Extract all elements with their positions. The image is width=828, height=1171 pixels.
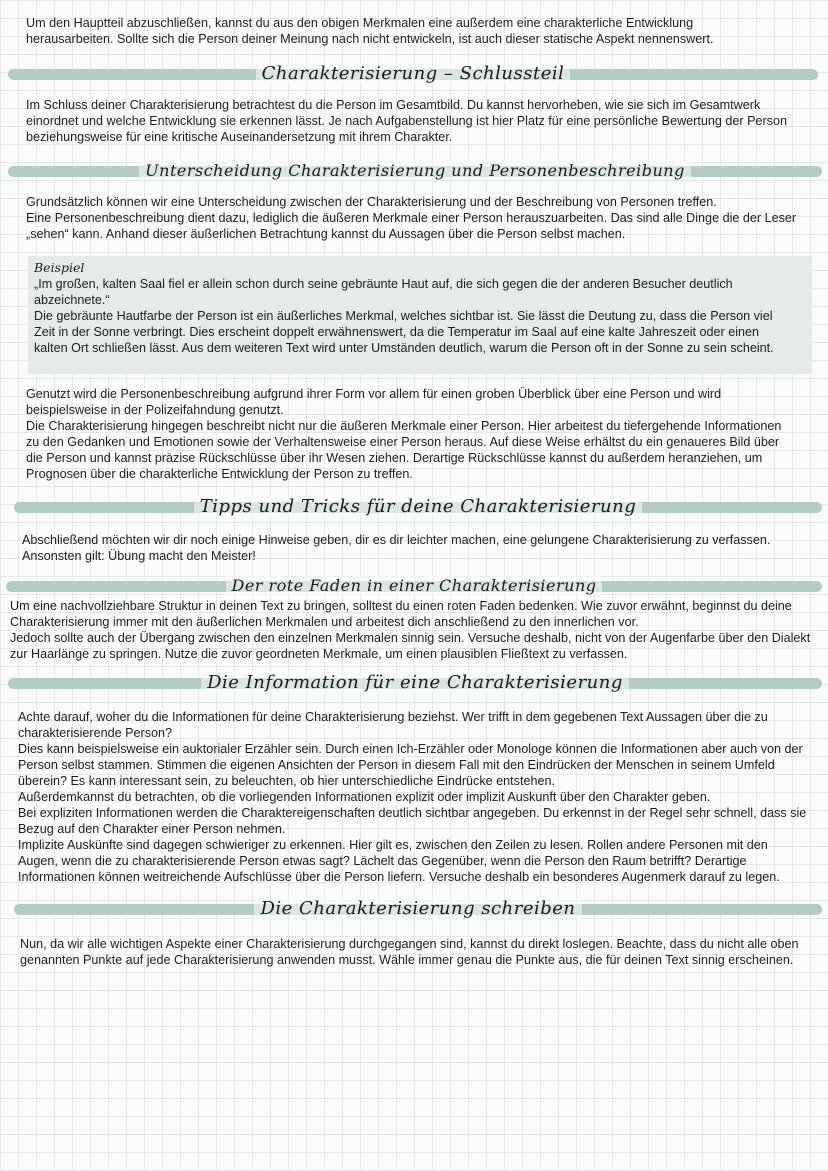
banner-schreiben (14, 896, 822, 922)
example-label: Beispiel (34, 260, 85, 275)
information-text-3: Außerdemkannst du betrachten, ob die vorliegenden Informationen explizit oder implizit Auskunft über den Charakter geben. (18, 790, 711, 804)
information-text-2: Dies kann beispielsweise ein auktorialer Erzähler sein. Durch einen Ich-Erzähler oder Monologe können die Informationen aber auch von der Person selbst stammen. Stimmen die eigenen Ansichten der Person in diesem Fall mit den Eindrücken der Menschen in seinem Umfeld überein? Es kann interessant sein, zu beleuchten, ob hier unterschiedliche Eindrücke entstehen. (18, 742, 803, 788)
tipps-paragraphs (22, 532, 822, 564)
faden-text-2: Jedoch sollte auch der Übergang zwischen den einzelnen Merkmalen sinnig sein. Versuche deshalb, nicht von der Augenfarbe über den Dialekt zur Haarlänge zu springen. Nutze die zuvor geordneten Merkmale, um einen plausiblen Fließtext zu verfassen. (10, 631, 811, 661)
information-text-4: Bei expliziten Informationen werden die Charaktereigenschaften deutlich sichtbar angegeben. Du erkennst in der Regel sehr schnell, dass sie Bezug auf den Charakter einer Person nehmen. (18, 806, 807, 836)
example-quote: „Im großen, kalten Saal fiel er allein schon durch seine gebräunte Haut auf, die sich gegen die der anderen Besucher deutlich abzeichnete.“ (34, 277, 733, 307)
banner-schlussteil (8, 61, 818, 87)
banner-roter-faden (6, 573, 822, 599)
unterscheidung-after-2: Die Charakterisierung hingegen beschreibt nicht nur die äußeren Merkmale einer Person. Hier arbeitest du tiefergehende Informationen zu den Gedanken und Emotionen sowie der Verhaltensweise einer Person heraus. Auf diese Weise erhältst du ein genaueres Bild über die Person und kannst präzise Rückschlüsse über ihr Wesen ziehen. Derartige Rückschlüsse kannst du außerdem heranziehen, um Prognosen über die charakterliche Entwicklung der Person zu treffen. (26, 419, 782, 481)
schreiben-text: Nun, da wir alle wichtigen Aspekte einer Charakterisierung durchgegangen sind, kannst du direkt loslegen. Beachte, dass du nicht alle oben genannten Punkte auf jede Charakterisierung anwenden musst. Wähle immer genau die Punkte aus, die für deinen Text sinnig erscheinen. (20, 937, 799, 967)
tipps-text-1: Abschließend möchten wir dir noch einige Hinweise geben, dir es dir leichter machen, eine gelungene Charakterisierung zu verfassen. (22, 533, 771, 547)
section-title-roter-faden: Der rote Faden in einer Charakterisierung (226, 576, 603, 595)
unterscheidung-after-1: Genutzt wird die Personenbeschreibung aufgrund ihrer Form vor allem für einen groben Überblick über eine Person und wird beispielsweise in der Polizeifahndung genutzt. (26, 387, 722, 417)
banner-information (8, 670, 822, 696)
faden-paragraphs (10, 598, 816, 662)
banner-unterscheidung (8, 158, 822, 184)
section-title-schlussteil: Charakterisierung – Schlussteil (256, 63, 571, 84)
faden-text-1: Um eine nachvollziehbare Struktur in deinen Text zu bringen, solltest du einen roten Faden bedenken. Wie zuvor erwähnt, beginnst du deine Charakterisierung immer mit den äußerlichen Merkmalen und arbeitest dich anschließend zu den innerlichen vor. (10, 599, 792, 629)
unterscheidung-paragraphs (26, 194, 816, 242)
section-title-schreiben: Die Charakterisierung schreiben (254, 898, 581, 919)
unterscheidung-text-1: Grundsätzlich können wir eine Unterscheidung zwischen der Charakterisierung und der Beschreibung von Personen treffen. (26, 195, 717, 209)
intro-text: Um den Hauptteil abzuschließen, kannst du aus den obigen Merkmalen eine außerdem eine charakterliche Entwicklung herausarbeiten. Sollte sich die Person deiner Meinung nach nicht entwickeln, ist auch dieser statische Aspekt nennenswert. (26, 16, 714, 46)
information-text-5: Implizite Auskünfte sind dagegen schwieriger zu erkennen. Hier gilt es, zwischen den Zeilen zu lesen. Rollen andere Personen mit den Augen, wenn die zu charakterisierende Person etwas sagt? Lächelt das Gegenüber, wenn die Person den Raum betrifft? Derartige Informationen können weitreichende Aufschlüsse über die Person liefern. Versuche deshalb ein besonderes Augenmerk darauf zu legen. (18, 838, 780, 884)
tipps-text-2: Ansonsten gilt: Übung macht den Meister! (22, 549, 256, 563)
section-title-tipps: Tipps und Tricks für deine Charakterisierung (194, 496, 643, 517)
section-title-information: Die Information für eine Charakterisierung (201, 672, 629, 693)
unterscheidung-after (26, 386, 796, 482)
section-title-unterscheidung: Unterscheidung Charakterisierung und Personenbeschreibung (139, 161, 691, 180)
schlussteil-text: Im Schluss deiner Charakterisierung betrachtest du die Person im Gesamtbild. Du kannst hervorheben, wie sie sich im Gesamtwerk einordnet und welche Entwicklung sie erkennen lässt. Je nach Aufgabenstellung ist hier Platz für eine persönliche Bewertung der Person beziehungsweise für eine kritische Auseinandersetzung mit ihrem Charakter. (26, 98, 787, 144)
example-content (34, 260, 782, 356)
intro-paragraph (26, 15, 782, 47)
banner-tipps (14, 494, 822, 520)
example-explanation: Die gebräunte Hautfarbe der Person ist ein äußerliches Merkmal, welches sichtbar ist. Sie lässt die Deutung zu, dass die Person viel Zeit in der Sonne verbringt. Dies erscheint doppelt erwähnenswert, da die Temperatur im Saal auf eine kalte Jahreszeit oder einen kalten Ort schließen lässt. Aus dem weiteren Text wird unter Umständen deutlich, warum die Person oft in der Sonne zu sein scheint. (34, 309, 774, 355)
information-text-1: Achte darauf, woher du die Informationen für deine Charakterisierung beziehst. Wer trifft in dem gegebenen Text Aussagen über die zu charakterisierende Person? (18, 710, 768, 740)
information-paragraphs (18, 709, 810, 885)
schreiben-paragraph (20, 936, 800, 968)
schlussteil-paragraph (26, 97, 806, 145)
unterscheidung-text-2: Eine Personenbeschreibung dient dazu, lediglich die äußeren Merkmale einer Person herauszuarbeiten. Das sind alle Dinge die der Leser „sehen“ kann. Anhand dieser äußerlichen Betrachtung kannst du Aussagen über die Person selbst machen. (26, 211, 797, 241)
